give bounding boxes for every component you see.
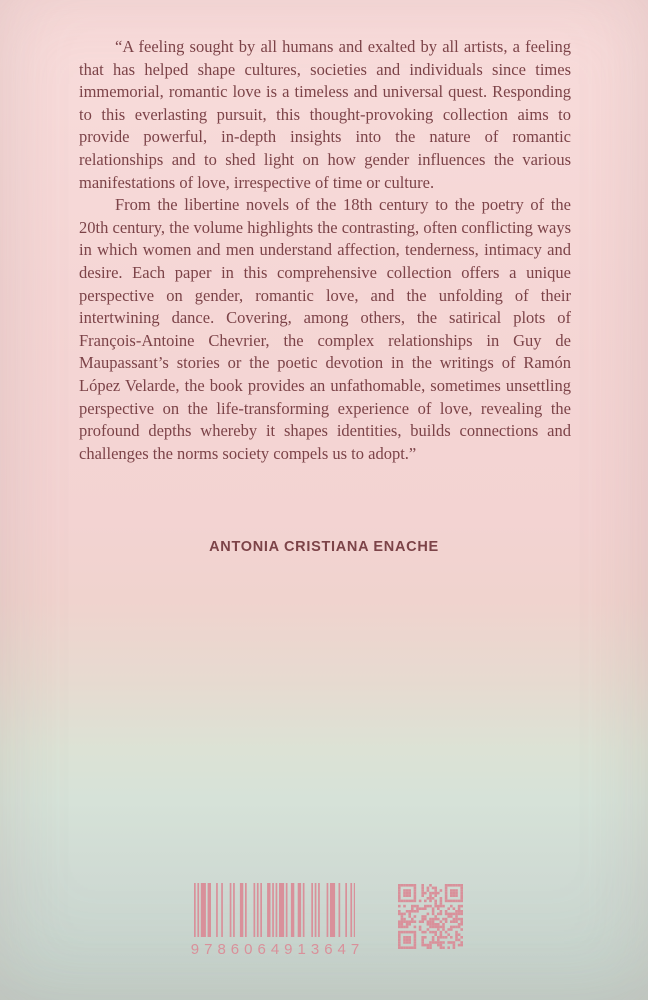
- blurb: [79, 36, 571, 465]
- author-name: ANTONIA CRISTIANA ENACHE: [209, 539, 439, 555]
- barcode: [185, 883, 364, 958]
- barcode-bars-image: [194, 883, 356, 937]
- codes-row: [0, 883, 648, 958]
- isbn-number: 9786064913647: [190, 941, 365, 958]
- blurb-paragraph-2: From the libertine novels of the 18th century to the poetry of the 20th century, the volume highlights the contrasting, often conflicting ways in which women and men understand affection, tenderness, intimacy and desire. Each paper in this comprehensive collection offers a unique perspective on gender, romantic love, and the unfolding of their intertwining dance. Covering, among others, the satirical plots of François-Antoine Chevrier, the complex relationships in Guy de Maupassant’s stories or the poetic devotion in the writings of Ramón López Velarde, the book provides an unfathomable, sometimes unsettling perspective on the life-transforming experience of love, revealing the profound depths whereby it shapes identities, builds connections and challenges the norms society compels us to adopt.”: [79, 195, 571, 463]
- qr-code: [398, 884, 463, 949]
- blurb-paragraph-1: “A feeling sought by all humans and exalted by all artists, a feeling that has helped shape cultures, societies and individuals since times immemorial, romantic love is a timeless and universal quest. Responding to this everlasting pursuit, this thought-provoking collection aims to provide powerful, in-depth insights into the nature of romantic relationships and to shed light on how gender influences the various manifestations of love, irrespective of time or culture.: [79, 37, 571, 192]
